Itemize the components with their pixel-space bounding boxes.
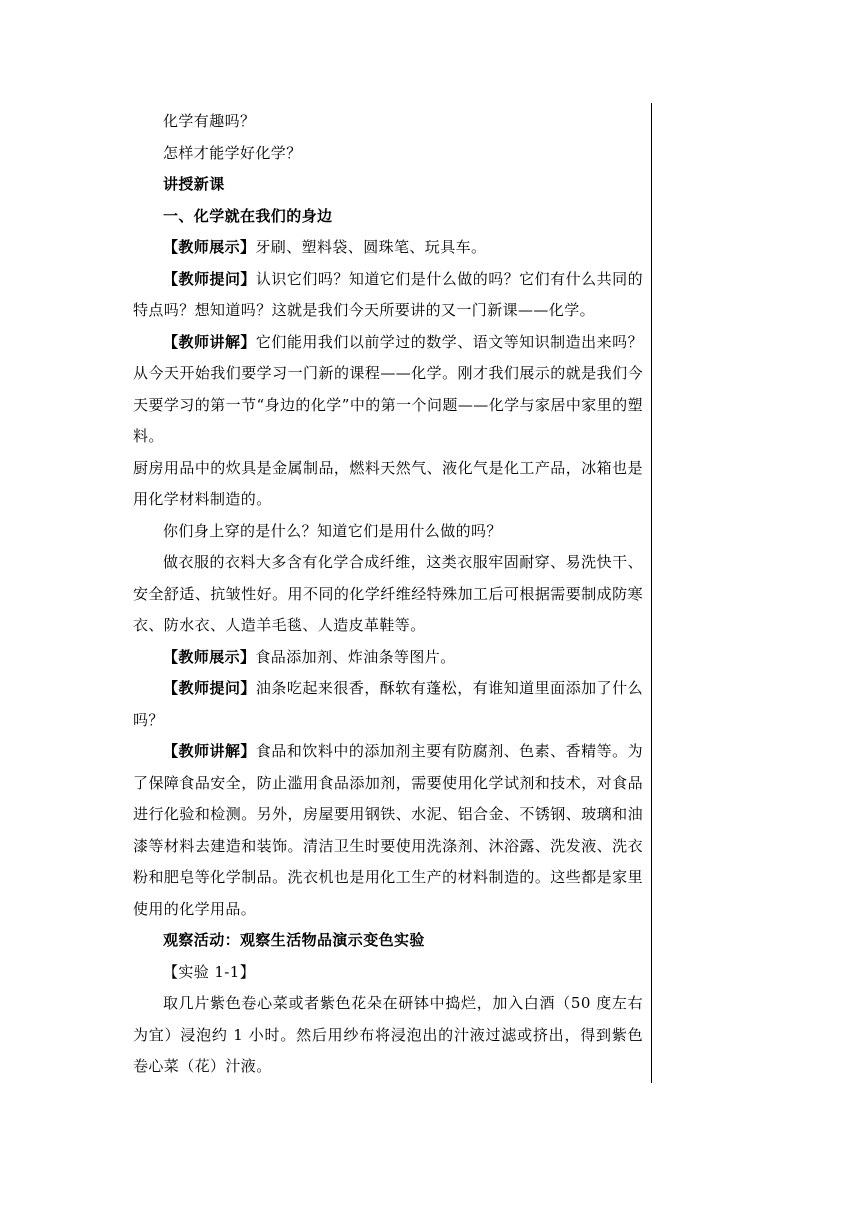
teacher-question-paragraph-1 (133, 264, 643, 327)
observation-activity-heading: 观察活动：观察生活物品演示变色实验 (163, 931, 425, 949)
experiment-label: 【实验 1-1】 (163, 962, 256, 981)
teacher-display-text: 食品添加剂、炸油条等图片。 (255, 647, 456, 666)
table-right-border (651, 103, 652, 1083)
lesson-content (133, 106, 643, 1083)
clothing-question-paragraph: 你们身上穿的是什么？知道它们是用什么做的吗？ (163, 521, 502, 540)
teacher-explain-paragraph-1 (133, 327, 643, 453)
teacher-explain-text: 食品和饮料中的添加剂主要有防腐剂、色素、香精等。为了保障食品安全，防止滥用食品添加剂，需要使用化学试剂和技术，对食品进行化验和检测。另外，房屋要用钢铁、水泥、铝合金、不锈钢、玻璃和油漆等材料去建造和装饰。清洁卫生时要使用洗涤剂、沐浴露、洗发液、洗衣粉和肥皂等化学制品。洗衣机也是用化工生产的材料制造的。这些都是家里使用的化学用品。 (133, 742, 643, 918)
teacher-explain-tag: 【教师讲解】 (163, 332, 256, 351)
teacher-explain-text: 它们能用我们以前学过的数学、语文等知识制造出来吗？从今天开始我们要学习一门新的课程——化学。刚才我们展示的就是我们今天要学习的第一节“身边的化学”中的第一个问题——化学与家居中家里的塑料。 (133, 332, 643, 445)
teacher-display-paragraph-1 (133, 232, 643, 264)
question-how-to-learn: 怎样才能学好化学？ (163, 143, 302, 162)
teacher-display-tag: 【教师展示】 (163, 647, 256, 666)
teacher-question-text: 油条吃起来很香，酥软有蓬松，有谁知道里面添加了什么吗？ (133, 679, 643, 729)
teacher-question-text: 认识它们吗？知道它们是什么做的吗？它们有什么共同的特点吗？想知道吗？这就是我们今天所要讲的又一门新课——化学。 (133, 269, 643, 319)
section-heading-new-lesson: 讲授新课 (163, 175, 225, 193)
teacher-question-paragraph-2 (133, 673, 643, 736)
question-chemistry-fun: 化学有趣吗？ (163, 112, 256, 130)
teacher-explain-tag: 【教师讲解】 (163, 742, 256, 760)
teacher-explain-paragraph-2 (133, 736, 643, 925)
teacher-display-paragraph-2 (133, 642, 643, 674)
experiment-procedure-paragraph: 取几片紫色卷心菜或者紫色花朵在研钵中捣烂，加入白酒（50 度左右为宜）浸泡约 1 小时。然后用纱布将浸泡出的汁液过滤或挤出，得到紫色卷心菜（花）汁液。 (133, 994, 643, 1075)
teacher-question-tag: 【教师提问】 (163, 269, 256, 288)
subsection-heading-chemistry-around-us: 一、化学就在我们的身边 (163, 206, 333, 225)
kitchen-paragraph: 厨房用品中的炊具是金属制品，燃料天然气、液化气是化工产品，冰箱也是用化学材料制造的。 (133, 458, 643, 508)
teacher-question-tag: 【教师提问】 (163, 679, 256, 697)
teacher-display-tag: 【教师展示】 (163, 238, 256, 256)
teacher-display-text: 牙刷、塑料袋、圆珠笔、玩具车。 (255, 238, 487, 256)
clothing-fiber-paragraph: 做衣服的衣料大多含有化学合成纤维，这类衣服牢固耐穿、易洗快干、安全舒适、抗皱性好。用不同的化学纤维经特殊加工后可根据需要制成防寒衣、防水衣、人造羊毛毯、人造皮革鞋等。 (133, 553, 643, 634)
